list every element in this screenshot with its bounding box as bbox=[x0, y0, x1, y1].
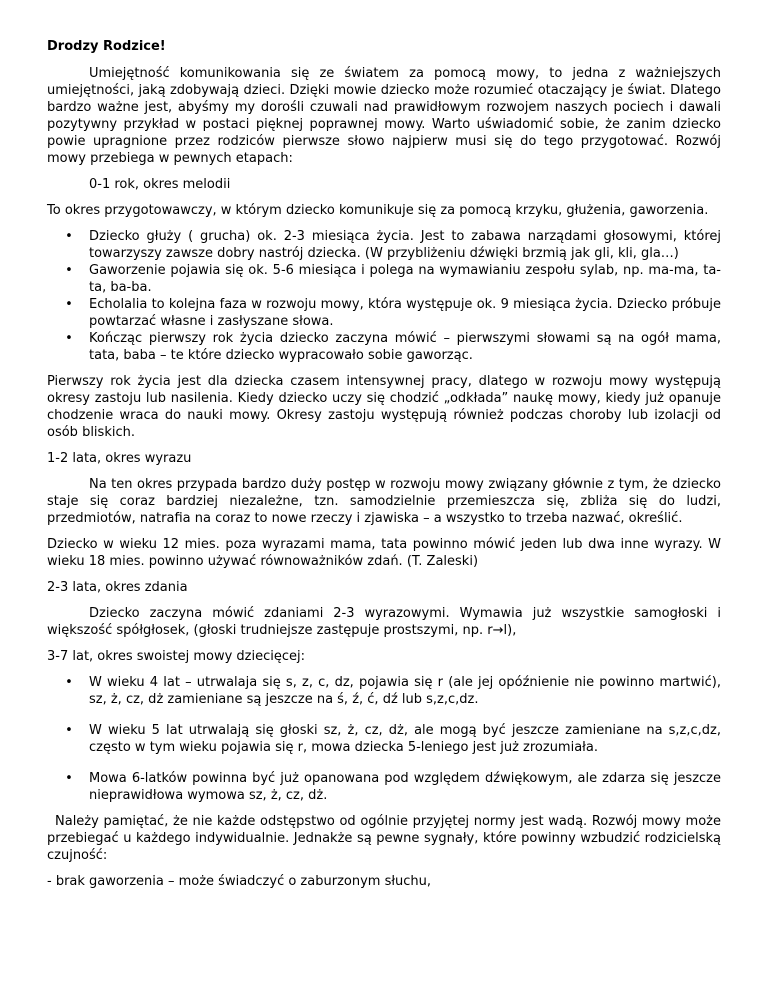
stage4-heading: 3-7 lat, okres swoistej mowy dziecięcej: bbox=[47, 649, 305, 664]
stage2-heading: 1-2 lata, okres wyrazu bbox=[47, 451, 192, 466]
bullet-icon: • bbox=[65, 675, 73, 690]
bullet-icon: • bbox=[65, 297, 73, 312]
bullet-icon: • bbox=[65, 771, 73, 786]
list-item-text: Dziecko głuży ( grucha) ok. 2-3 miesiąca życia. Jest to zabawa narządami głosowymi, której towarzyszy zawsze dobry nastrój dziecka. (W przybliżeniu dźwięki brzmią jak gli, kli, gla…) bbox=[89, 229, 721, 261]
stage1-summary: Pierwszy rok życia jest dla dziecka czasem intensywnej pracy, dlatego w rozwoju mowy występują okresy zastoju lub nasilenia. Kiedy dziecko uczy się chodzić „odkłada” naukę mowy, kiedy już opanuje chodzenie wraca do nauki mowy. Okresy zastoju występują również podczas choroby lub izolacji od osób bliskich. bbox=[47, 374, 721, 440]
list-item-text: W wieku 4 lat – utrwalaja się s, z, c, dz, pojawia się r (ale jej opóźnienie nie powinno martwić), sz, ż, cz, dż zamieniane są jeszcze na ś, ź, ć, dź lub s,z,c,dz. bbox=[89, 675, 721, 707]
intro-paragraph: Umiejętność komunikowania się ze światem za pomocą mowy, to jedna z ważniejszych umiejętności, jaką zdobywają dzieci. Dzięki mowie dziecko może rozumieć otaczający je świat. Dlatego bardzo ważne jest, abyśmy my dorośli czuwali nad prawidłowym rozwojem naszych pociech i dawali pozytywny przykład w postaci pięknej poprawnej mowy. Warto uświadomić sobie, że zanim dziecko powie upragnione przez rodziców pierwsze słowo najpierw musi się do tego przygotować. Rozwój mowy przebiega w pewnych etapach: bbox=[47, 66, 721, 166]
stage3-description-end: l), bbox=[503, 623, 517, 638]
bullet-icon: • bbox=[65, 229, 73, 244]
bullet-icon: • bbox=[65, 263, 73, 278]
stage1-bullet-list bbox=[47, 228, 721, 364]
greeting-heading: Drodzy Rodzice! bbox=[47, 39, 166, 54]
stage3-heading: 2-3 lata, okres zdania bbox=[47, 580, 188, 595]
warning-first-item: - brak gaworzenia – może świadczyć o zaburzonym słuchu, bbox=[47, 874, 432, 889]
stage2-note: Dziecko w wieku 12 mies. poza wyrazami mama, tata powinno mówić jeden lub dwa inne wyrazy. W wieku 18 mies. powinno używać równoważników zdań. (T. Zaleski) bbox=[47, 537, 721, 569]
arrow-right-icon: → bbox=[492, 623, 504, 638]
list-item bbox=[47, 228, 721, 262]
stage2-description: Na ten okres przypada bardzo duży postęp w rozwoju mowy związany głównie z tym, że dziecko staje się coraz bardziej niezależne, tzn. samodzielnie przemieszcza się, zbliża się do ludzi, przedmiotów, natrafia na coraz to nowe rzeczy i zjawiska – a wszystko to trzeba nazwać, określić. bbox=[47, 477, 721, 526]
warning-intro: Należy pamiętać, że nie każde odstępstwo od ogólnie przyjętej normy jest wadą. Rozwój mowy może przebiegać u każdego indywidualnie. Jednakże są pewne sygnały, które powinny wzbudzić rodzicielską czujność: bbox=[47, 814, 721, 863]
stage3-description bbox=[47, 605, 721, 639]
list-item-text: Gaworzenie pojawia się ok. 5-6 miesiąca i polega na wymawianiu zespołu sylab, np. ma-ma, ta-ta, ba-ba. bbox=[89, 263, 721, 295]
list-item bbox=[47, 722, 721, 756]
list-item-text: Mowa 6-latków powinna być już opanowana pod względem dźwiękowym, ale zdarza się jeszcze nieprawidłowa wymowa sz, ż, cz, dż. bbox=[89, 771, 721, 803]
list-item-text: W wieku 5 lat utrwalają się głoski sz, ż, cz, dż, ale mogą być jeszcze zamieniane na s,z,c,dz, często w tym wieku pojawia się r, mowa dziecka 5-leniego jest już zrozumiała. bbox=[89, 723, 721, 755]
stage3-description-text: Dziecko zaczyna mówić zdaniami 2-3 wyrazowymi. Wymawia już wszystkie samogłoski i większość spółgłosek, (głoski trudniejsze zastępuje prostszymi, np. r bbox=[47, 606, 721, 638]
list-item bbox=[47, 674, 721, 708]
list-item-text: Kończąc pierwszy rok życia dziecko zaczyna mówić – pierwszymi słowami są na ogół mama, tata, baba – te które dziecko wypracowało sobie gaworząc. bbox=[89, 331, 721, 363]
stage1-heading: 0-1 rok, okres melodii bbox=[89, 177, 231, 192]
list-item bbox=[47, 262, 721, 296]
stage1-description: To okres przygotowawczy, w którym dziecko komunikuje się za pomocą krzyku, głużenia, gaworzenia. bbox=[47, 203, 709, 218]
list-item bbox=[47, 296, 721, 330]
bullet-icon: • bbox=[65, 723, 73, 738]
list-item bbox=[47, 770, 721, 804]
bullet-icon: • bbox=[65, 331, 73, 346]
stage4-bullet-list bbox=[47, 674, 721, 804]
list-item-text: Echolalia to kolejna faza w rozwoju mowy, która występuje ok. 9 miesiąca życia. Dziecko próbuje powtarzać własne i zasłyszane słowa. bbox=[89, 297, 721, 329]
list-item bbox=[47, 330, 721, 364]
